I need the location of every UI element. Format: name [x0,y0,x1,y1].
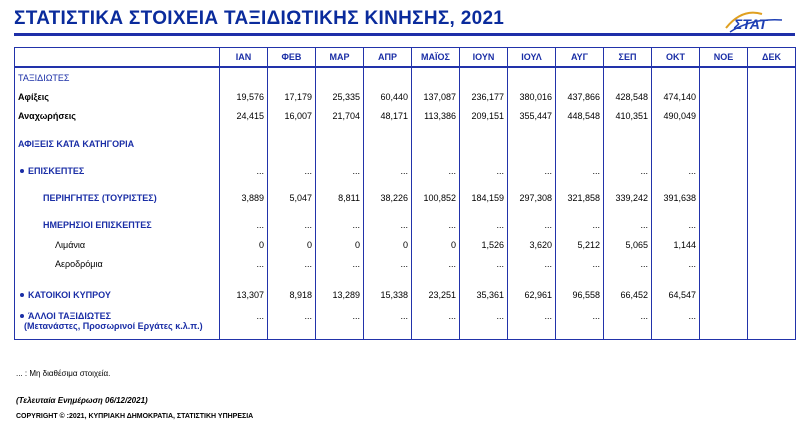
empty-cell [460,67,508,87]
bullet-icon [20,293,24,297]
value-cell: ... [316,311,364,339]
empty-cell [652,134,700,154]
value-cell: ... [316,214,364,235]
value-cell: ... [460,214,508,235]
value-cell: 410,351 [604,106,652,125]
header-month: ΝΟΕ [700,48,748,68]
value-cell [700,160,748,181]
value-cell: ... [652,214,700,235]
table-row [15,160,796,181]
value-cell: 48,171 [364,106,412,125]
spacer-cell [364,273,412,284]
row-label [15,187,220,208]
value-cell: 3,620 [508,235,556,254]
spacer-cell [700,273,748,284]
empty-cell [508,67,556,87]
value-cell: 1,144 [652,235,700,254]
value-cell: ... [316,160,364,181]
value-cell [748,311,796,339]
spacer-cell [556,273,604,284]
value-cell: 25,335 [316,87,364,106]
spacer-cell [220,125,268,134]
table-header-row [15,48,796,68]
value-cell [748,235,796,254]
value-cell [700,235,748,254]
spacer-cell [604,273,652,284]
table-row [15,214,796,235]
value-cell: 339,242 [604,187,652,208]
value-cell: ... [460,160,508,181]
spacer-cell [220,273,268,284]
empty-cell [556,67,604,87]
value-cell [700,284,748,305]
value-cell: ... [460,254,508,273]
value-cell [748,284,796,305]
spacer-cell [748,273,796,284]
value-cell [700,214,748,235]
table-body [15,67,796,339]
spacer-cell [460,273,508,284]
header-month: ΦΕΒ [268,48,316,68]
value-cell: 8,918 [268,284,316,305]
row-label-text: ΠΕΡΙΗΓΗΤΕΣ (ΤΟΥΡΙΣΤΕΣ) [43,192,157,203]
empty-cell [220,134,268,154]
value-cell [748,187,796,208]
value-cell [700,187,748,208]
footnote: ... : Μη διαθέσιμα στοιχεία. [16,369,111,378]
value-cell [748,214,796,235]
row-label-text: Αεροδρόμια [55,258,103,269]
value-cell: 209,151 [460,106,508,125]
spacer-cell [15,125,220,134]
empty-cell [748,134,796,154]
value-cell: 8,811 [316,187,364,208]
row-label [15,160,220,181]
empty-cell [268,67,316,87]
header-month: ΙΟΥΛ [508,48,556,68]
value-cell [700,87,748,106]
value-cell: ... [604,311,652,339]
value-cell: ... [604,254,652,273]
value-cell: ... [508,254,556,273]
value-cell: ... [652,311,700,339]
empty-cell [604,134,652,154]
empty-cell [508,134,556,154]
value-cell: 355,447 [508,106,556,125]
value-cell: 490,049 [652,106,700,125]
value-cell: 19,576 [220,87,268,106]
value-cell: ... [556,160,604,181]
value-cell: 17,179 [268,87,316,106]
empty-cell [268,134,316,154]
cystat-logo [722,6,792,36]
value-cell: ... [556,214,604,235]
bullet-icon [20,314,24,318]
value-cell: 0 [412,235,460,254]
row-label-text: ΚΑΤΟΙΚΟΙ ΚΥΠΡΟΥ [28,289,111,300]
value-cell: 23,251 [412,284,460,305]
value-cell: 15,338 [364,284,412,305]
row-label [15,214,220,235]
table-row [15,254,796,273]
travel-stats-table [14,47,796,340]
value-cell: 448,548 [556,106,604,125]
value-cell: 321,858 [556,187,604,208]
row-label-text: ΕΠΙΣΚΕΠΤΕΣ [28,165,85,176]
spacer-cell [15,273,220,284]
value-cell: 21,704 [316,106,364,125]
row-sublabel: (Μετανάστες, Προσωρινοί Εργάτες κ.λ.π.) [24,321,203,331]
value-cell: 0 [364,235,412,254]
spacer-cell [652,125,700,134]
spacer-cell [508,273,556,284]
value-cell: ... [364,311,412,339]
value-cell: 3,889 [220,187,268,208]
value-cell: 0 [268,235,316,254]
table-row [15,235,796,254]
spacer-cell [412,273,460,284]
empty-cell [412,67,460,87]
spacer-cell [316,273,364,284]
value-cell: 184,159 [460,187,508,208]
value-cell: ... [604,160,652,181]
spacer-cell [556,125,604,134]
value-cell: 100,852 [412,187,460,208]
value-cell [700,311,748,339]
page-title: ΣΤΑΤΙΣΤΙΚΑ ΣΤΟΙΧΕΙΑ ΤΑΞΙΔΙΩΤΙΚΗΣ ΚΙΝΗΣΗΣ, 2021 [14,8,505,29]
row-label [15,235,220,254]
value-cell: ... [220,214,268,235]
value-cell: 113,386 [412,106,460,125]
value-cell [748,87,796,106]
empty-cell [748,67,796,87]
value-cell: 5,047 [268,187,316,208]
value-cell [748,160,796,181]
section-header: ΑΦΙΞΕΙΣ ΚΑΤΑ ΚΑΤΗΓΟΡΙΑ [15,134,220,154]
value-cell: ... [556,254,604,273]
header-month: ΜΑΡ [316,48,364,68]
row-label-text: Αφίξεις [18,91,49,102]
spacer-cell [460,125,508,134]
empty-cell [556,134,604,154]
value-cell: 137,087 [412,87,460,106]
row-label [15,254,220,273]
row-label [15,284,220,305]
header-month: ΙΑΝ [220,48,268,68]
value-cell: 474,140 [652,87,700,106]
value-cell: 391,638 [652,187,700,208]
spacer-cell [652,273,700,284]
value-cell [748,106,796,125]
header-month: ΙΟΥΝ [460,48,508,68]
value-cell: ... [412,311,460,339]
row-label [15,87,220,106]
title-rule [14,33,795,36]
empty-cell [652,67,700,87]
value-cell: 5,065 [604,235,652,254]
value-cell: 24,415 [220,106,268,125]
value-cell: ... [364,254,412,273]
header-month: ΟΚΤ [652,48,700,68]
row-label-text: ΆΛΛΟΙ ΤΑΞΙΔΙΩΤΕΣ [28,311,111,321]
header-label-cell [15,48,220,68]
value-cell: ... [220,254,268,273]
value-cell: 16,007 [268,106,316,125]
value-cell: ... [508,160,556,181]
value-cell: ... [460,311,508,339]
table-row [15,284,796,305]
value-cell: ... [556,311,604,339]
last-update: (Τελευταία Ενημέρωση 06/12/2021) [16,396,148,405]
value-cell: ... [364,160,412,181]
row-label-text: Λιμάνια [55,239,86,250]
empty-cell [364,67,412,87]
spacer-cell [268,125,316,134]
table-row [15,311,796,339]
value-cell: 13,307 [220,284,268,305]
value-cell: ... [604,214,652,235]
value-cell: ... [316,254,364,273]
header-month: ΑΠΡ [364,48,412,68]
table-row [15,87,796,106]
value-cell: 0 [220,235,268,254]
value-cell: ... [220,160,268,181]
value-cell: ... [412,160,460,181]
spacer-cell [748,125,796,134]
section-header: ΤΑΞΙΔΙΩΤΕΣ [15,67,220,87]
value-cell: ... [268,160,316,181]
spacer-cell [268,273,316,284]
empty-cell [316,67,364,87]
value-cell: ... [268,214,316,235]
value-cell: ... [268,311,316,339]
empty-cell [700,134,748,154]
spacer-cell [604,125,652,134]
spacer-row [15,273,796,284]
value-cell: 64,547 [652,284,700,305]
empty-cell [700,67,748,87]
value-cell: 38,226 [364,187,412,208]
value-cell [700,254,748,273]
value-cell: 236,177 [460,87,508,106]
copyright: COPYRIGHT © :2021, ΚΥΠΡΙΑΚΗ ΔΗΜΟΚΡΑΤΙΑ, ΣΤΑΤΙΣΤΙΚΗ ΥΠΗΡΕΣΙΑ [16,413,254,420]
empty-cell [412,134,460,154]
empty-cell [364,134,412,154]
empty-cell [460,134,508,154]
row-label-text: Αναχωρήσεις [18,110,76,121]
logo-text: ΣΤΑΤ [734,16,768,32]
value-cell: 35,361 [460,284,508,305]
row-label-text: ΗΜΕΡΗΣΙΟΙ ΕΠΙΣΚΕΠΤΕΣ [43,219,152,230]
value-cell: ... [364,214,412,235]
value-cell [700,106,748,125]
spacer-cell [412,125,460,134]
value-cell: ... [268,254,316,273]
row-label [15,106,220,125]
value-cell: 380,016 [508,87,556,106]
header-month: ΣΕΠ [604,48,652,68]
value-cell: 1,526 [460,235,508,254]
value-cell: 5,212 [556,235,604,254]
value-cell: ... [220,311,268,339]
value-cell: 60,440 [364,87,412,106]
header-month: ΑΥΓ [556,48,604,68]
value-cell: ... [652,254,700,273]
value-cell: ... [508,311,556,339]
value-cell: ... [412,254,460,273]
value-cell: ... [412,214,460,235]
header-month: ΔΕΚ [748,48,796,68]
value-cell: 66,452 [604,284,652,305]
spacer-cell [700,125,748,134]
spacer-cell [316,125,364,134]
section-header-row [15,67,796,87]
value-cell: 96,558 [556,284,604,305]
value-cell: 13,289 [316,284,364,305]
value-cell [748,254,796,273]
empty-cell [604,67,652,87]
value-cell: 428,548 [604,87,652,106]
empty-cell [316,134,364,154]
table-row [15,106,796,125]
bullet-icon [20,169,24,173]
value-cell: 437,866 [556,87,604,106]
value-cell: ... [652,160,700,181]
row-label [15,311,220,339]
spacer-cell [508,125,556,134]
empty-cell [220,67,268,87]
section-header-row [15,134,796,154]
value-cell: 0 [316,235,364,254]
spacer-row [15,125,796,134]
value-cell: 297,308 [508,187,556,208]
value-cell: ... [508,214,556,235]
header-month: ΜΑΪΟΣ [412,48,460,68]
table-row [15,187,796,208]
value-cell: 62,961 [508,284,556,305]
spacer-cell [364,125,412,134]
